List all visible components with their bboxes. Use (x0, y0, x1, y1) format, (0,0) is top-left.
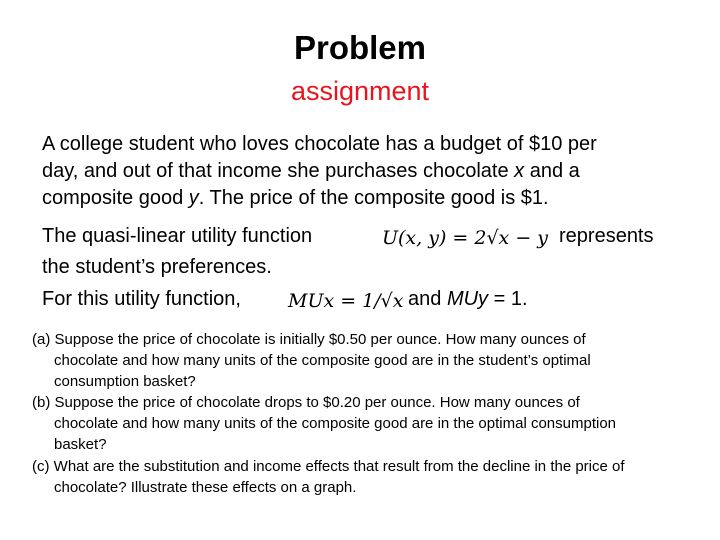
intro-line-3-prefix: composite good (42, 187, 189, 209)
and-text: and (408, 288, 447, 310)
question-b (32, 392, 704, 455)
intro-line-2-suffix: and a (524, 160, 580, 182)
variable-x: x (514, 160, 525, 182)
mux-formula: MUx = 1/√x (288, 290, 404, 312)
muy-equals: = 1. (488, 288, 528, 310)
intro-line-6-suffix (408, 286, 528, 313)
question-b-line-1: (b) Suppose the price of chocolate drops to $0.20 per ounce. How many ounces of (32, 394, 580, 411)
intro-line-4-suffix: represents (559, 225, 654, 247)
intro-line-6 (42, 286, 682, 313)
question-a-line-1: (a) Suppose the price of chocolate is initially $0.50 per ounce. How many ounces of (32, 331, 586, 348)
question-b-line-2: chocolate and how many units of the composite good are in the optimal consumption (54, 415, 617, 432)
intro-line-4 (42, 223, 682, 250)
question-c-line-2: chocolate? Illustrate these effects on a graph. (54, 479, 357, 496)
question-c-line-1: (c) What are the substitution and income effects that result from the decline in the price of (32, 458, 625, 475)
intro-line-2 (42, 158, 682, 185)
intro-line-5: the student’s preferences. (42, 256, 272, 278)
page-title: Problem (293, 29, 427, 66)
page-subtitle: assignment (290, 76, 430, 106)
question-a (32, 329, 704, 392)
intro-line-6-prefix: For this utility function, (42, 288, 241, 310)
question-b-line-3: basket? (54, 436, 107, 453)
variable-y: y (188, 187, 199, 209)
utility-formula: U(x, y) = 2√x − y (382, 227, 549, 249)
intro-line-3 (42, 185, 682, 212)
intro-line-1: A college student who loves chocolate has a budget of $10 per (42, 133, 597, 155)
muy-symbol: MUy (446, 288, 489, 310)
question-a-line-3: consumption basket? (54, 373, 196, 390)
intro-line-4-prefix: The quasi-linear utility function (42, 225, 313, 247)
question-a-line-2: chocolate and how many units of the composite good are in the student’s optimal (54, 352, 591, 369)
intro-line-2-prefix: day, and out of that income she purchases chocolate (42, 160, 515, 182)
intro-line-3-suffix: . The price of the composite good is $1. (198, 187, 549, 209)
question-c (32, 456, 704, 498)
